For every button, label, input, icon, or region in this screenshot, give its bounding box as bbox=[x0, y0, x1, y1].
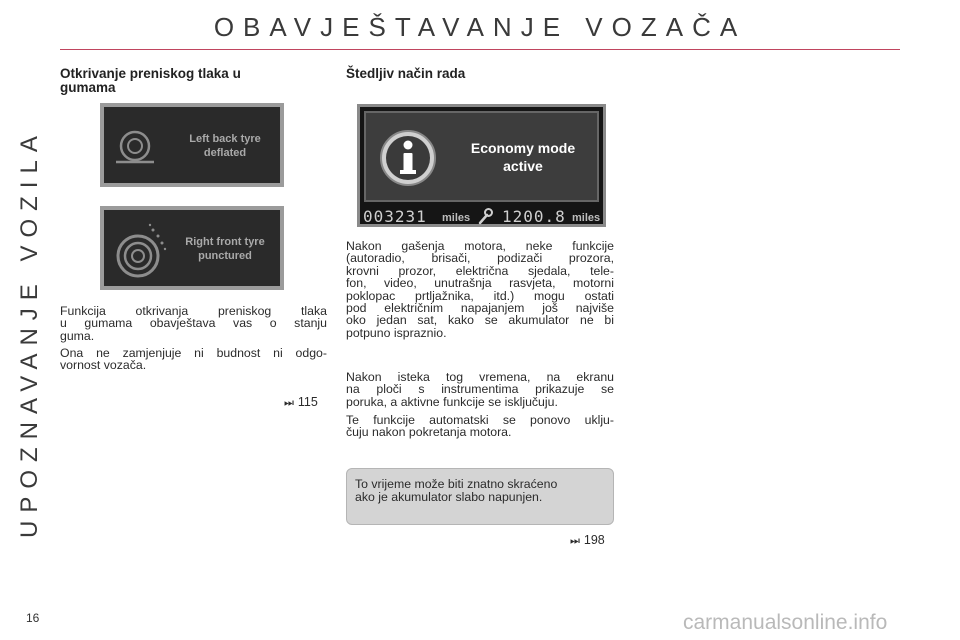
battery-note-box bbox=[346, 468, 614, 525]
tyre-deflated-display bbox=[100, 103, 284, 187]
header-divider bbox=[60, 49, 900, 50]
economy-para-3 bbox=[346, 414, 614, 439]
text-line: Nakon gašenja motora, neke funkcije bbox=[346, 239, 614, 253]
forward-arrow-icon: ⏭ bbox=[284, 397, 294, 409]
odometer-value: 003231 bbox=[363, 207, 427, 226]
display-line: deflated bbox=[203, 147, 247, 159]
forward-arrow-icon: ⏭ bbox=[570, 535, 580, 547]
display-line: Economy mode bbox=[470, 140, 576, 156]
text-line: To vrijeme može biti znatno skraćeno bbox=[355, 477, 558, 491]
wrench-icon bbox=[477, 207, 493, 225]
page-number: 16 bbox=[26, 611, 40, 625]
text-line: u gumama obavještava vas o stanju bbox=[60, 316, 327, 331]
text-line: Te funkcije automatski se ponovo uklju- bbox=[346, 413, 614, 427]
text-line: Nakon isteka tog vremena, na ekranu bbox=[346, 370, 614, 384]
page-reference-198[interactable] bbox=[570, 533, 605, 548]
text-line: poklopac prtljažnika, itd.) mogu ostati bbox=[346, 288, 614, 303]
text-line: Funkcija otkrivanja preniskog tlaka bbox=[60, 304, 327, 318]
text-line: potpuno ispraznio. bbox=[346, 325, 447, 340]
reference-number: 198 bbox=[583, 533, 605, 547]
tyre-puncture-icon bbox=[110, 216, 170, 282]
tyre-pressure-title bbox=[60, 67, 241, 95]
tyre-punctured-display bbox=[100, 206, 284, 290]
economy-para-2 bbox=[346, 371, 614, 408]
trip-value: 1200.8 bbox=[502, 207, 566, 226]
text-line: (autoradio, brisači, podizači prozora, bbox=[346, 251, 614, 266]
tyre-para-1 bbox=[60, 305, 327, 342]
watermark-text: carmanualsonline.info bbox=[683, 611, 888, 634]
text-line: ako je akumulator slabo napunjen. bbox=[355, 490, 543, 504]
economy-mode-title: Štedljiv način rada bbox=[346, 66, 466, 81]
economy-mode-display bbox=[357, 104, 606, 227]
text-line: čuju nakon pokretanja motora. bbox=[346, 425, 512, 440]
text-line: poruka, a aktivne funkcije se isključuju. bbox=[346, 394, 558, 409]
tyre-pressure-title-line: gumama bbox=[60, 80, 116, 95]
economy-para-1 bbox=[346, 240, 614, 339]
odometer-unit: miles bbox=[442, 212, 471, 224]
text-line: oko jedan sat, kako se akumulator ne bi bbox=[346, 313, 614, 328]
display-line: punctured bbox=[198, 250, 252, 262]
text-line: na ploči s instrumentima prikazuje se bbox=[346, 382, 614, 397]
display-line: Left back tyre bbox=[189, 133, 261, 145]
reference-number: 115 bbox=[297, 395, 318, 409]
display-line: active bbox=[503, 158, 543, 174]
trip-unit: miles bbox=[572, 212, 601, 224]
tyre-para-2 bbox=[60, 347, 327, 372]
info-icon bbox=[378, 128, 438, 188]
economy-message-area bbox=[364, 111, 599, 202]
text-line: vornost vozača. bbox=[60, 358, 147, 373]
tyre-pressure-title-line: Otkrivanje preniskog tlaka u bbox=[60, 66, 241, 81]
page-title: OBAVJEŠTAVANJE VOZAČA bbox=[213, 12, 747, 42]
text-line: guma. bbox=[60, 328, 95, 343]
page-reference-115[interactable] bbox=[284, 395, 318, 410]
tyre-icon bbox=[112, 123, 158, 169]
side-chapter-title: UPOZNAVANJE VOZILA bbox=[16, 128, 43, 538]
text-line: Ona ne zamjenjuje ni budnost ni odgo- bbox=[60, 346, 327, 360]
text-line: krovni prozor, električna sjedala, tele- bbox=[346, 263, 614, 278]
text-line: fon, video, unutrašnja rasvjeta, motorni bbox=[346, 276, 614, 291]
display-line: Right front tyre bbox=[185, 236, 265, 248]
text-line: pod električnim napajanjem još najviše bbox=[346, 301, 614, 316]
